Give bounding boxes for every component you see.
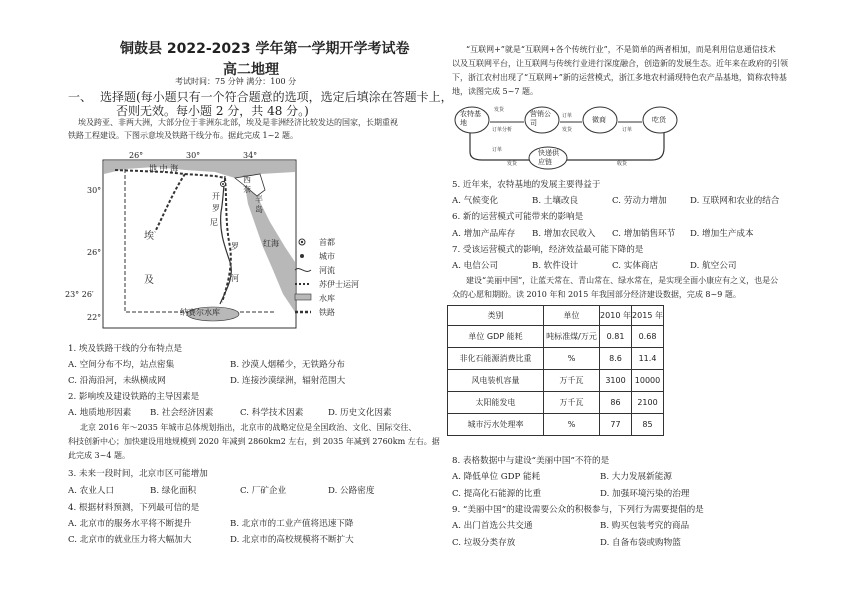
option-a: A. 北京市的服务水平将不断提升 <box>68 519 192 529</box>
header-category: 类别 <box>448 306 544 326</box>
intro-egypt-line1: 埃及跨亚、非两大洲，大部分位于非洲东北部，埃及是非洲经济比较发达的国家，长期重视 <box>78 118 398 127</box>
table-row <box>448 414 664 436</box>
option-c: C. 沿海沿河，未纵横成网 <box>68 376 166 386</box>
label-red-sea: 红海 <box>263 239 279 248</box>
option-d: D. 加强环境污染的治理 <box>600 489 690 499</box>
option-c: C. 增加销售环节 <box>612 229 676 239</box>
label-he: 河 <box>231 274 239 283</box>
edge-label-2: 订单分析 <box>492 127 513 133</box>
option-c: C. 科学技术因素 <box>240 408 304 418</box>
cell: 万千瓦 <box>544 370 600 392</box>
table-header-row <box>448 306 664 326</box>
option-a: A. 农业人口 <box>68 486 115 496</box>
option-a: A. 降低单位 GDP 能耗 <box>452 472 541 482</box>
option-b: B. 软件设计 <box>532 261 579 271</box>
option-a: A. 增加产品库存 <box>452 229 516 239</box>
node-foodie: 吃货 <box>652 116 666 124</box>
exam-title: 铜鼓县 2022-2023 学年第一学期开学考试卷 <box>120 41 410 57</box>
node-weishang: 微商 <box>592 116 606 124</box>
table-row <box>448 370 664 392</box>
intro-china-line1: 建设“美丽中国”，让蓝天常在、青山常在、绿水常在，是实现全面小康应有之义，也是公 <box>466 276 779 285</box>
table-row <box>448 392 664 414</box>
question-stem: 9. “美丽中国”的建设需要公众的积极参与，下列行为需要提倡的是 <box>452 505 704 515</box>
cell: 0.68 <box>632 326 664 348</box>
question-stem: 4. 根据材料预测，下列最可信的是 <box>68 503 200 513</box>
cell: % <box>544 348 600 370</box>
node-company: 营销公司 <box>530 110 551 127</box>
option-b: B. 北京市的工业产值将迅速下降 <box>230 519 354 529</box>
exam-info: 考试时间：75 分钟 满分：100 分 <box>175 77 297 86</box>
option-a: A. 地质地形因素 <box>68 408 132 418</box>
edge-label-1: 发货 <box>494 107 505 113</box>
cell: 2100 <box>632 392 664 414</box>
intro-internet-line3: 下，浙江农村出现了“互联网+”新的运营模式，浙江多地农村涌现特色农产品基地，简称农特基 <box>452 73 787 82</box>
edge-label-8: 收货 <box>617 161 628 167</box>
question-stem: 6. 新的运营模式可能带来的影响是 <box>452 212 584 222</box>
intro-china-line2: 众的心愿和期盼。读 2010 年和 2015 年我国部分经济建设数据，完成 8~9 题。 <box>452 290 741 299</box>
question-stem: 7. 受该运营模式的影响，经济效益最可能下降的是 <box>452 245 644 255</box>
option-c: C. 垃圾分类存放 <box>452 538 516 548</box>
cell: 城市污水处理率 <box>448 414 544 436</box>
intro-beijing-line3: 此完成 3~4 题。 <box>68 451 130 460</box>
label-ni: 尼 <box>210 218 218 227</box>
question-stem: 5. 近年来，农特基地的发展主要得益于 <box>452 180 601 190</box>
section-heading-2: 否则无效。每小题 2 分，共 48 分。) <box>116 104 309 118</box>
diagram-svg <box>452 100 692 170</box>
option-d: D. 自备布袋或购物篮 <box>600 538 681 548</box>
option-d: D. 互联网和农业的结合 <box>690 196 780 206</box>
cell: 86 <box>600 392 632 414</box>
label-ji: 及 <box>144 275 154 286</box>
option-d: D. 增加生产成本 <box>690 229 754 239</box>
cell: 11.4 <box>632 348 664 370</box>
supply-chain-diagram <box>452 100 692 170</box>
cell: 万千瓦 <box>544 392 600 414</box>
legend-railway: 铁路 <box>319 308 335 317</box>
legend-city: 城市 <box>319 252 335 261</box>
cell: 85 <box>632 414 664 436</box>
option-c: C. 厂矿企业 <box>240 486 287 496</box>
option-b: B. 社会经济因素 <box>150 408 214 418</box>
option-a: A. 电信公司 <box>452 261 499 271</box>
table-row <box>448 348 664 370</box>
section-heading: 选择题(每小题只有一个符合题意的选项，选定后填涂在答题卡上， <box>100 90 453 104</box>
legend-suez: 苏伊士运河 <box>319 280 359 289</box>
header-2010: 2010 年 <box>600 306 632 326</box>
egypt-railway-map <box>65 151 387 330</box>
section-number: 一、 <box>68 90 93 104</box>
label-sinai-1: 西 <box>243 175 251 184</box>
label-sinai-4: 岛 <box>255 205 263 214</box>
edge-label-7: 发货 <box>507 161 518 167</box>
label-sinai-2: 奈 <box>243 185 251 194</box>
cell: 吨标准煤/万元 <box>544 326 600 348</box>
label-nasser: 纳赛尔水库 <box>180 308 220 317</box>
option-d: D. 公路密度 <box>328 486 375 496</box>
intro-egypt-line2: 铁路工程建设。下图示意埃及铁路干线分布。据此完成 1~2 题。 <box>68 131 298 140</box>
label-sinai-3: 半 <box>255 195 263 204</box>
option-c: C. 劳动力增加 <box>612 196 667 206</box>
option-d: D. 航空公司 <box>690 261 737 271</box>
lat-label-22: 22° <box>87 313 102 322</box>
label-mediterranean: 地 中 海 <box>149 164 179 173</box>
option-c: C. 北京市的就业压力将大幅加大 <box>68 535 192 545</box>
header-2015: 2015 年 <box>632 306 664 326</box>
cell: 风电装机容量 <box>448 370 544 392</box>
cell: 单位 GDP 能耗 <box>448 326 544 348</box>
table-row <box>448 326 664 348</box>
label-luo: 罗 <box>212 204 220 213</box>
cell: 非化石能源消费比重 <box>448 348 544 370</box>
question-stem: 8. 表格数据中与建设“美丽中国”不符的是 <box>452 456 610 466</box>
lon-label-26: 26° <box>129 151 144 160</box>
edge-label-4: 发货 <box>562 127 573 133</box>
intro-beijing-line2: 科技创新中心；加快建设用地规模到 2020 年减到 2860km2 左右，到 2035 年减到 2760km 左右。据 <box>68 437 440 446</box>
option-b: B. 增加农民收入 <box>532 229 596 239</box>
lat-label-23: 23° 26′ <box>65 290 94 299</box>
exam-subtitle: 高二地理 <box>223 62 279 78</box>
question-stem: 1. 埃及铁路干线的分布特点是 <box>68 344 183 354</box>
cell: % <box>544 414 600 436</box>
question-stem: 3. 未来一段时间，北京市区可能增加 <box>68 469 208 479</box>
option-d: D. 北京市的高校规模将不断扩大 <box>230 535 354 545</box>
option-b: B. 大力发展新能源 <box>600 472 672 482</box>
option-b: B. 土壤改良 <box>532 196 579 206</box>
cell: 77 <box>600 414 632 436</box>
intro-internet-line4: 地，读图完成 5~7 题。 <box>452 87 538 96</box>
legend-reservoir: 水库 <box>319 294 335 303</box>
cell: 10000 <box>632 370 664 392</box>
option-a: A. 出门首选公共交通 <box>452 521 533 531</box>
lon-label-30: 30° <box>186 151 201 160</box>
option-b: B. 购买包装考究的商品 <box>600 521 690 531</box>
cell: 0.81 <box>600 326 632 348</box>
intro-internet-line2: 以及互联网平台，让互联网与传统行业进行深度融合，创造新的发展生态。近年来在政府的引领 <box>452 59 788 68</box>
edge-label-6: 订单 <box>492 147 503 153</box>
option-a: A. 空间分布不均，站点密集 <box>68 360 175 370</box>
option-a: A. 气候变化 <box>452 196 499 206</box>
header-unit: 单位 <box>544 306 600 326</box>
intro-beijing-line1: 北京 2016 年～2035 年城市总体规划指出，北京市的战略定位是全国政治、文化、国际交往、 <box>80 423 417 432</box>
legend-capital: 首都 <box>319 238 335 247</box>
question-stem: 2. 影响埃及建设铁路的主导因素是 <box>68 392 200 402</box>
edge-label-5: 订单 <box>622 127 633 133</box>
lon-label-34: 34° <box>243 151 258 160</box>
legend-river: 河流 <box>319 266 335 275</box>
edge-label-3: 订单 <box>562 113 573 119</box>
cell: 太阳能发电 <box>448 392 544 414</box>
option-c: C. 实体商店 <box>612 261 659 271</box>
option-d: D. 连接沙漠绿洲，辐射范围大 <box>230 376 346 386</box>
economy-data-table <box>447 305 664 436</box>
label-kai: 开 <box>212 192 220 201</box>
node-base: 农特基地 <box>460 110 481 127</box>
label-luo2: 罗 <box>231 242 239 251</box>
cell: 8.6 <box>600 348 632 370</box>
lat-label-30: 30° <box>87 186 102 195</box>
cell: 3100 <box>600 370 632 392</box>
label-ai: 埃 <box>144 231 154 242</box>
node-express: 快递供应链 <box>538 149 559 166</box>
option-d: D. 历史文化因素 <box>328 408 392 418</box>
option-c: C. 提高化石能源的比重 <box>452 489 542 499</box>
option-b: B. 绿化面积 <box>150 486 197 496</box>
lat-label-26: 26° <box>87 248 102 257</box>
intro-internet-line1: “互联网+”就是“互联网+各个传统行业”，不是简单的两者相加，而是利用信息通信技术 <box>466 45 776 54</box>
option-b: B. 沙漠人烟稀少，无铁路分布 <box>230 360 345 370</box>
